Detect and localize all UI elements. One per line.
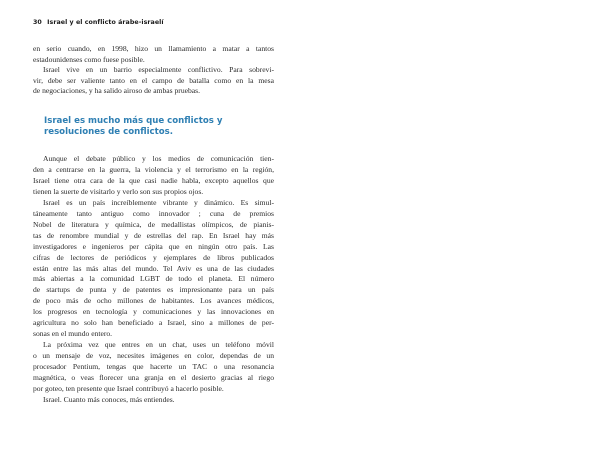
text-line: sonas en el mundo entero. bbox=[33, 329, 113, 339]
body-paragraphs bbox=[33, 154, 274, 406]
intro-paragraphs bbox=[33, 44, 274, 97]
text-line: La próxima vez que entres en un chat, uses un teléfono móvil bbox=[43, 340, 274, 350]
text-line: investigadores e ingenieros per cápita que en ningún otro país. Las bbox=[33, 241, 274, 251]
text-line: de startups de punta y de patentes es impresionante para un país bbox=[33, 285, 274, 295]
text-line: los progresos en tecnología y comunicaciones y las innovaciones en bbox=[33, 307, 274, 317]
text-line: de negociaciones, y ha salido airoso de ambas pruebas. bbox=[33, 86, 201, 96]
text-line: vir, debe ser valiente tanto en el campo de batalla como en la mesa bbox=[33, 75, 274, 85]
text-line: estadounidenses como fuese posible. bbox=[33, 54, 145, 64]
text-line: táneamente tanto antiguo como innovador ; cuna de premios bbox=[33, 208, 274, 218]
text-line: Israel tiene otra cara de la que casi nadie habla, excepto aquellos que bbox=[33, 175, 274, 185]
text-line: en serio cuando, en 1998, hizo un llamamiento a matar a tantos bbox=[33, 44, 274, 53]
text-line: procesador Pentium, tengas que hacerte un TAC o una resonancia bbox=[33, 362, 274, 372]
text-line: de poco más de ocho millones de habitantes. Los avances médicos, bbox=[33, 296, 274, 306]
section-heading-line-2: resoluciones de conflictos. bbox=[44, 127, 174, 137]
section-heading bbox=[44, 116, 222, 138]
text-line: más abiertas a la comunidad LGBT de todo el planeta. El número bbox=[33, 274, 274, 284]
text-line: Israel. Cuanto más conoces, más entiendes. bbox=[43, 394, 175, 404]
running-title: Israel y el conflicto árabe-israelí bbox=[47, 19, 164, 26]
text-line: Israel vive en un barrio especialmente conflictivo. Para sobrevi- bbox=[43, 65, 274, 75]
section-heading-line-1: Israel es mucho más que conflictos y bbox=[44, 116, 223, 126]
text-line: magnética, o veas florecer una granja en el desierto gracias al riego bbox=[33, 373, 274, 383]
text-line: o un mensaje de voz, necesites imágenes en color, dependas de un bbox=[33, 351, 274, 361]
text-line: agricultura no solo han beneficiado a Israel, sino a millones de per- bbox=[33, 318, 274, 328]
text-line: den a centrarse en la guerra, la violencia y el terrorismo en la región, bbox=[33, 164, 274, 174]
text-line: tienen la suerte de visitarlo y verlo son sus propios ojos. bbox=[33, 186, 204, 196]
text-line: Aunque el debate público y los medios de comunicación tien- bbox=[43, 154, 274, 163]
text-line: Nobel de literatura y química, de medallistas olímpicos, de pianis- bbox=[33, 219, 274, 229]
text-line: cifras de lectores de periódicos y ejemplares de libros publicados bbox=[33, 252, 274, 262]
page-number: 30 bbox=[33, 19, 42, 26]
text-line: están entre las más altas del mundo. Tel Aviv es una de las ciudades bbox=[33, 263, 274, 273]
running-header bbox=[33, 19, 164, 26]
text-line: Israel es un país increíblemente vibrante y dinámico. Es simul- bbox=[43, 197, 274, 207]
text-line: por goteo, ten presente que Israel contribuyó a hacerlo posible. bbox=[33, 384, 224, 394]
text-line: tas de renombre mundial y de estrellas del rap. En Israel hay más bbox=[33, 230, 274, 240]
